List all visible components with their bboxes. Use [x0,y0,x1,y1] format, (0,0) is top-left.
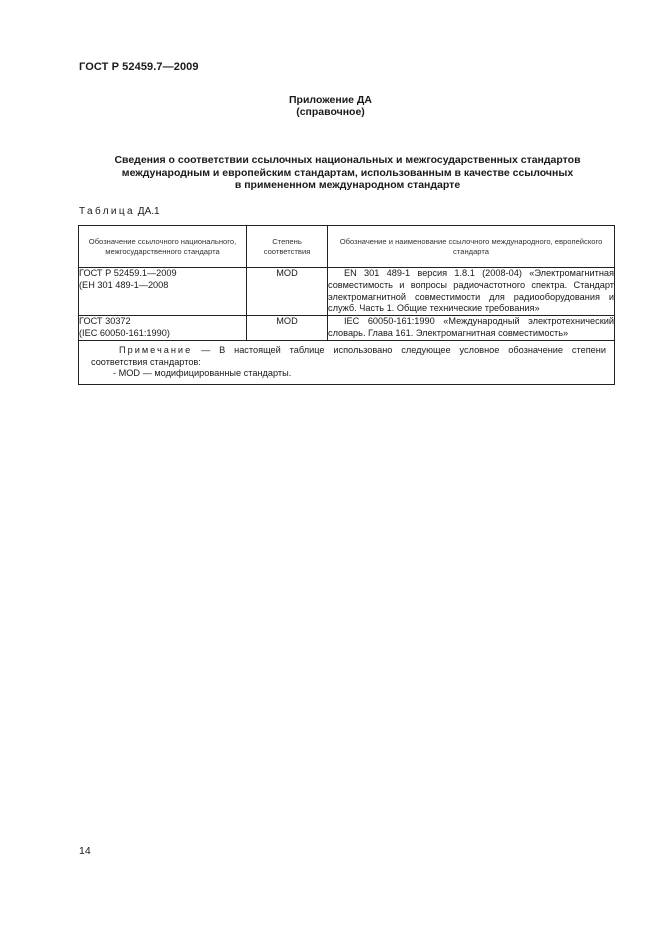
national-standard-code: ГОСТ 30372 [79,316,131,327]
note-label: Примечание [119,344,193,355]
note-text [91,345,606,369]
section-title [79,154,616,192]
standards-table [78,225,615,385]
table-row [79,268,615,316]
header-national-standard: Обозначение ссылочного национального, межгосударственного стандарта [79,226,247,268]
header-degree: Степень соответствия [247,226,328,268]
national-standard-code: ГОСТ Р 52459.1—2009 [79,268,177,278]
international-standard-cell [328,316,615,341]
national-standard-cell [79,268,247,316]
header-international-standard: Обозначение и наименование ссылочного международного, европейского стандарта [328,226,615,268]
table-caption-number: ДА.1 [137,206,160,217]
table-note-row [79,340,615,384]
national-standard-cell [79,316,247,341]
national-standard-ref: (IEC 60050-161:1990) [79,327,170,338]
international-standard-text: EN 301 489-1 версия 1.8.1 (2008-04) «Электромагнитная совместимость и вопросы радиочастотного спектра. Стандарт электромагнитной совместимости для радиооборудования и служб. Часть 1. Общие технические требования» [328,268,614,314]
international-standard-cell [328,268,615,316]
national-standard-ref: (ЕН 301 489-1—2008 [79,279,169,290]
note-body: — В настоящей таблице использовано следующее условное обозначение степени соответствия стандартов: [91,344,606,367]
annex-title: Приложение ДА [289,94,372,106]
table-header-row [79,226,615,268]
document-code: ГОСТ Р 52459.7—2009 [79,61,199,73]
section-title-line: Сведения о соответствии ссылочных национальных и межгосударственных стандартов [114,154,581,166]
note-item: - MOD — модифицированные стандарты. [113,368,292,379]
table-caption-word: Таблица [79,206,136,217]
section-title-line: в примененном международном стандарте [234,179,461,191]
degree-cell: MOD [247,268,328,316]
table-caption [79,206,160,217]
section-title-line: международным и европейским стандартам, использованным в качестве ссылочных [121,166,574,179]
international-standard-text: IEC 60050-161:1990 «Международный электротехнический словарь. Глава 161. Электромагнитная совместимость» [328,316,614,338]
page-number: 14 [79,845,91,857]
table-row [79,316,615,341]
annex-subtitle: (справочное) [296,106,365,118]
annex-heading [0,94,661,118]
table-note [79,340,615,384]
degree-cell: MOD [247,316,328,341]
